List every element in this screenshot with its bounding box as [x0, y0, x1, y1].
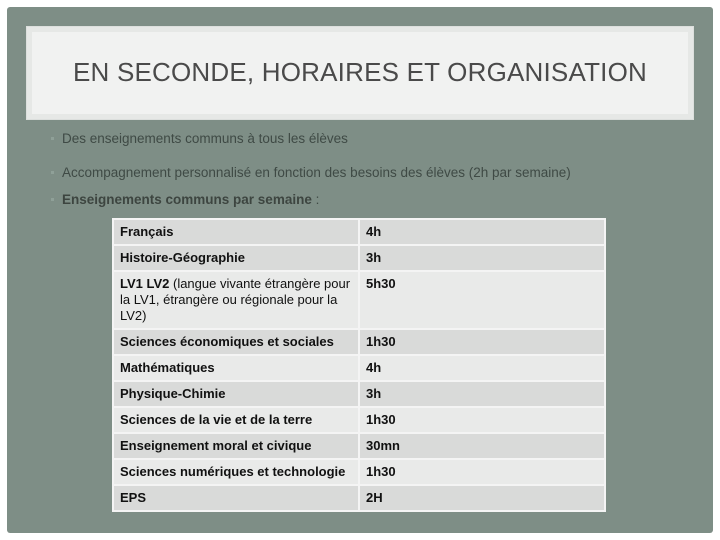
table-row	[113, 329, 605, 355]
bullet-item	[62, 192, 319, 207]
subject-bold: LV1 LV2	[120, 276, 170, 291]
hours-cell: 4h	[359, 355, 605, 381]
hours-cell: 1h30	[359, 407, 605, 433]
subject-cell: Sciences économiques et sociales	[113, 329, 359, 355]
bullet-item	[62, 131, 348, 146]
subject-cell: Sciences numériques et technologie	[113, 459, 359, 485]
hours-cell: 3h	[359, 245, 605, 271]
hours-cell: 5h30	[359, 271, 605, 329]
subject-cell: Enseignement moral et civique	[113, 433, 359, 459]
hours-cell: 2H	[359, 485, 605, 511]
hours-cell: 4h	[359, 219, 605, 245]
hours-cell: 1h30	[359, 459, 605, 485]
subject-cell: Histoire-Géographie	[113, 245, 359, 271]
table-row	[113, 485, 605, 511]
bullet-bold-text: Enseignements communs par semaine	[62, 192, 312, 207]
bullet-text: Accompagnement personnalisé en fonction des besoins des élèves (2h par semaine)	[62, 165, 571, 180]
table-row	[113, 381, 605, 407]
subject-cell: EPS	[113, 485, 359, 511]
table-row	[113, 271, 605, 329]
bullet-dot-icon	[51, 171, 54, 174]
table-row	[113, 355, 605, 381]
bullet-item	[62, 165, 571, 180]
hours-cell: 3h	[359, 381, 605, 407]
bullet-text: Des enseignements communs à tous les élèves	[62, 131, 348, 146]
bullet-dot-icon	[51, 198, 54, 201]
subject-cell: Français	[113, 219, 359, 245]
hours-cell: 30mn	[359, 433, 605, 459]
table-row	[113, 219, 605, 245]
subject-note: (langue vivante étrangère pour la LV1, étrangère ou régionale pour la LV2)	[120, 276, 351, 323]
title-box	[26, 26, 694, 120]
table-row	[113, 459, 605, 485]
table-row	[113, 245, 605, 271]
hours-cell: 1h30	[359, 329, 605, 355]
bullet-dot-icon	[51, 137, 54, 140]
table-row	[113, 433, 605, 459]
table-row	[113, 407, 605, 433]
schedule-table	[112, 218, 606, 512]
subject-cell: Mathématiques	[113, 355, 359, 381]
subject-cell: Sciences de la vie et de la terre	[113, 407, 359, 433]
bullet-text: :	[311, 192, 320, 207]
slide-title: EN SECONDE, HORAIRES ET ORGANISATION	[73, 57, 647, 87]
subject-cell	[113, 271, 359, 329]
subject-cell: Physique-Chimie	[113, 381, 359, 407]
